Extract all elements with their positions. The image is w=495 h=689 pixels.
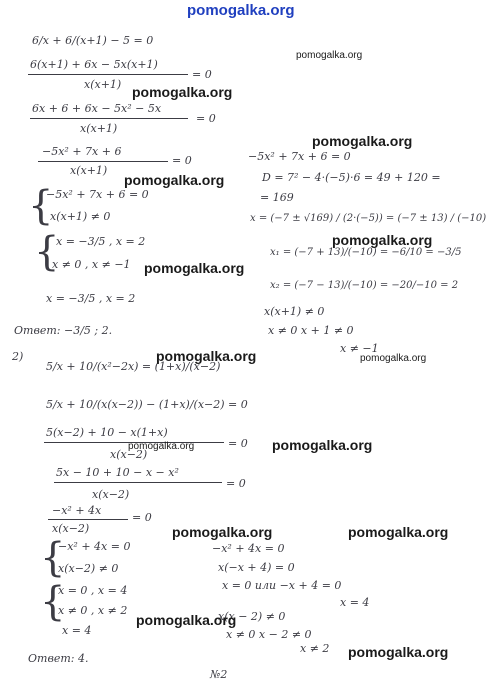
left-line: 5/x + 10/(x²−2x) = (1+x)/(x−2) xyxy=(46,360,221,373)
left-line: x = 4 xyxy=(62,624,92,637)
left-line: x = −3/5 , x = 2 xyxy=(46,292,136,305)
left-line: x(x−2) xyxy=(110,448,148,461)
right-line: x ≠ −1 xyxy=(340,342,379,355)
watermark: pomogalka.org xyxy=(132,84,233,100)
watermark: pomogalka.org xyxy=(360,353,427,364)
left-line: x(x+1) xyxy=(70,164,108,177)
right-line: x(−x + 4) = 0 xyxy=(218,561,295,574)
watermark: pomogalka.org xyxy=(348,644,449,660)
left-line: x(x−2) xyxy=(92,488,130,501)
left-line: −5x² + 7x + 6 xyxy=(42,145,122,158)
system-brace: { xyxy=(34,229,60,275)
left-line: x = 0 , x = 4 xyxy=(58,584,128,597)
left-line: = 0 xyxy=(226,477,246,490)
left-line: 5/x + 10/(x(x−2)) − (1+x)/(x−2) = 0 xyxy=(46,398,248,411)
watermark: pomogalka.org xyxy=(144,260,245,276)
right-line: x ≠ 0 x + 1 ≠ 0 xyxy=(268,324,354,337)
right-line: x = 4 xyxy=(340,596,370,609)
right-line: x = 0 или −x + 4 = 0 xyxy=(222,579,342,592)
fraction-bar xyxy=(54,482,222,483)
watermark: pomogalka.org xyxy=(172,524,273,540)
left-line: Ответ: −3/5 ; 2. xyxy=(14,324,113,337)
watermark: pomogalka.org xyxy=(348,524,449,540)
right-line: x ≠ 0 x − 2 ≠ 0 xyxy=(226,628,312,641)
right-line: x(x − 2) ≠ 0 xyxy=(218,610,286,623)
left-line: x(x+1) xyxy=(84,78,122,91)
header-site-name[interactable]: pomogalka.org xyxy=(187,2,295,19)
left-line: = 0 xyxy=(172,154,192,167)
left-line: = 0 xyxy=(192,68,212,81)
right-line: −5x² + 7x + 6 = 0 xyxy=(248,150,351,163)
left-line: = 0 xyxy=(228,437,248,450)
watermark: pomogalka.org xyxy=(332,232,433,248)
left-line: 5(x−2) + 10 − x(1+x) xyxy=(46,426,168,439)
right-line: x(x+1) ≠ 0 xyxy=(264,305,325,318)
right-line: D = 7² − 4·(−5)·6 = 49 + 120 = xyxy=(262,171,441,184)
left-line: x(x−2) ≠ 0 xyxy=(58,562,119,575)
left-line: x = −3/5 , x = 2 xyxy=(56,235,146,248)
right-line: = 169 xyxy=(260,191,294,204)
watermark: pomogalka.org xyxy=(296,50,363,61)
left-line: x(x−2) xyxy=(52,522,90,535)
system-brace: { xyxy=(28,183,54,229)
left-line: −x² + 4x xyxy=(52,504,102,517)
watermark: pomogalka.org xyxy=(136,612,237,628)
fraction-bar xyxy=(28,74,188,75)
right-line: −x² + 4x = 0 xyxy=(212,542,285,555)
watermark: pomogalka.org xyxy=(124,172,225,188)
left-line: x ≠ 0 , x ≠ −1 xyxy=(52,258,131,271)
right-line: x₁ = (−7 + 13)/(−10) = −6/10 = −3/5 xyxy=(270,247,462,258)
left-line: 6x + 6 + 6x − 5x² − 5x xyxy=(32,102,162,115)
left-line: 6/x + 6/(x+1) − 5 = 0 xyxy=(32,34,154,47)
left-line: −x² + 4x = 0 xyxy=(58,540,131,553)
left-line: 2) xyxy=(12,350,24,363)
left-line: 5x − 10 + 10 − x − x² xyxy=(56,466,179,479)
left-line: x ≠ 0 , x ≠ 2 xyxy=(58,604,128,617)
watermark: pomogalka.org xyxy=(272,437,373,453)
right-line: x = (−7 ± √169) / (2·(−5)) = (−7 ± 13) / (−10) xyxy=(250,213,487,224)
left-line: = 0 xyxy=(132,511,152,524)
left-line: №2 xyxy=(210,668,228,681)
left-line: 6(x+1) + 6x − 5x(x+1) xyxy=(30,58,158,71)
right-line: x₂ = (−7 − 13)/(−10) = −20/−10 = 2 xyxy=(270,280,459,291)
right-line: x ≠ 2 xyxy=(300,642,330,655)
watermark: pomogalka.org xyxy=(128,441,195,452)
fraction-bar xyxy=(48,519,128,520)
left-line: = 0 xyxy=(196,112,216,125)
left-line: −5x² + 7x + 6 = 0 xyxy=(46,188,149,201)
left-line: Ответ: 4. xyxy=(28,652,89,665)
left-line: x(x+1) ≠ 0 xyxy=(50,210,111,223)
watermark: pomogalka.org xyxy=(156,348,257,364)
watermark: pomogalka.org xyxy=(312,133,413,149)
left-line: x(x+1) xyxy=(80,122,118,135)
system-brace: { xyxy=(40,535,66,581)
fraction-bar xyxy=(38,161,168,162)
system-brace: { xyxy=(40,579,66,625)
fraction-bar xyxy=(30,118,188,119)
